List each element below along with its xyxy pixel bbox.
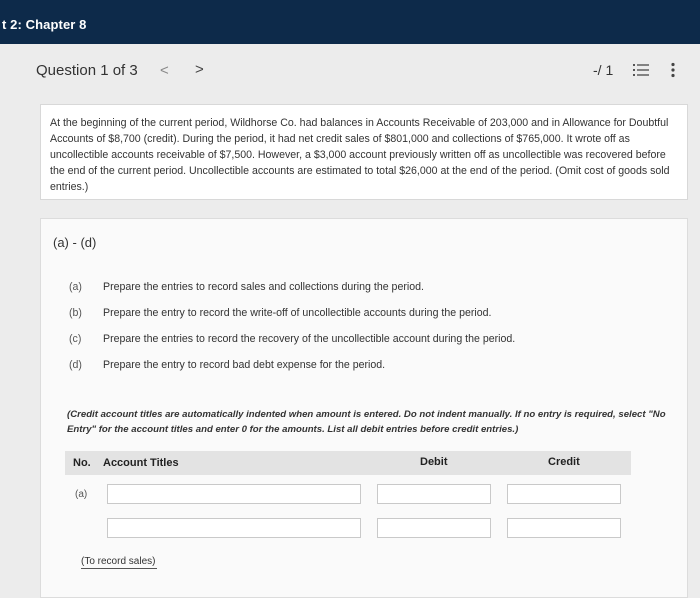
task-label: (c) — [69, 333, 82, 345]
task-label: (d) — [69, 359, 82, 371]
account-title-input[interactable] — [107, 518, 361, 538]
task-item — [69, 333, 669, 359]
list-icon[interactable] — [633, 63, 649, 77]
task-item — [69, 359, 669, 385]
header-account-titles: Account Titles — [103, 457, 179, 469]
credit-input[interactable] — [507, 518, 621, 538]
next-question-button[interactable]: > — [195, 61, 204, 78]
header-no: No. — [73, 457, 91, 469]
entry-note-underline — [81, 568, 157, 569]
problem-text: At the beginning of the current period, Wildhorse Co. had balances in Accounts Receivable of 203,000 and in Allowance for Doubtful Accounts of $8,700 (credit). During the period, it had net credit sales of $801,000 and collections of $765,000. It wrote off as uncollectible accounts receivable of $7,500. However, a $3,000 account previously written off as uncollectible was recovered before the end of the current period. Uncollectible accounts are estimated to total $26,000 at the end of the period. (Omit cost of goods sold entries.) — [50, 117, 670, 193]
debit-input[interactable] — [377, 484, 491, 504]
entry-note: (To record sales) — [81, 556, 156, 567]
task-text: Prepare the entries to record the recovery of the uncollectible account during the period. — [103, 333, 516, 345]
debit-input[interactable] — [377, 518, 491, 538]
vertical-ellipsis-icon[interactable] — [670, 62, 676, 78]
task-text: Prepare the entries to record sales and collections during the period. — [103, 281, 424, 293]
problem-statement — [40, 104, 688, 200]
part-panel — [40, 218, 688, 598]
journal-entry-table — [65, 451, 631, 500]
course-title: t 2: Chapter 8 — [2, 17, 87, 32]
task-text: Prepare the entry to record bad debt expense for the period. — [103, 359, 386, 371]
previous-question-button[interactable]: < — [160, 62, 169, 79]
question-header — [0, 44, 700, 94]
journal-instructions: (Credit account titles are automatically indented when amount is entered. Do not indent manually. If no entry is required, select "No Entry" for the account titles and enter 0 for the amounts. List all debit entries before credit entries.) — [67, 409, 666, 435]
top-bar — [0, 0, 700, 44]
header-debit: Debit — [420, 456, 448, 468]
task-label: (a) — [69, 281, 82, 293]
header-credit: Credit — [548, 456, 580, 468]
account-title-input[interactable] — [107, 484, 361, 504]
journal-table-header — [65, 451, 631, 475]
credit-input[interactable] — [507, 484, 621, 504]
entry-number-label: (a) — [75, 489, 88, 500]
question-label: Question 1 of 3 — [36, 62, 138, 79]
task-item — [69, 281, 669, 307]
task-item — [69, 307, 669, 333]
part-title: (a) - (d) — [53, 235, 97, 250]
task-text: Prepare the entry to record the write-off of uncollectible accounts during the period. — [103, 307, 492, 319]
task-list — [69, 281, 669, 385]
question-score: -/ 1 — [593, 62, 614, 78]
task-label: (b) — [69, 307, 82, 319]
